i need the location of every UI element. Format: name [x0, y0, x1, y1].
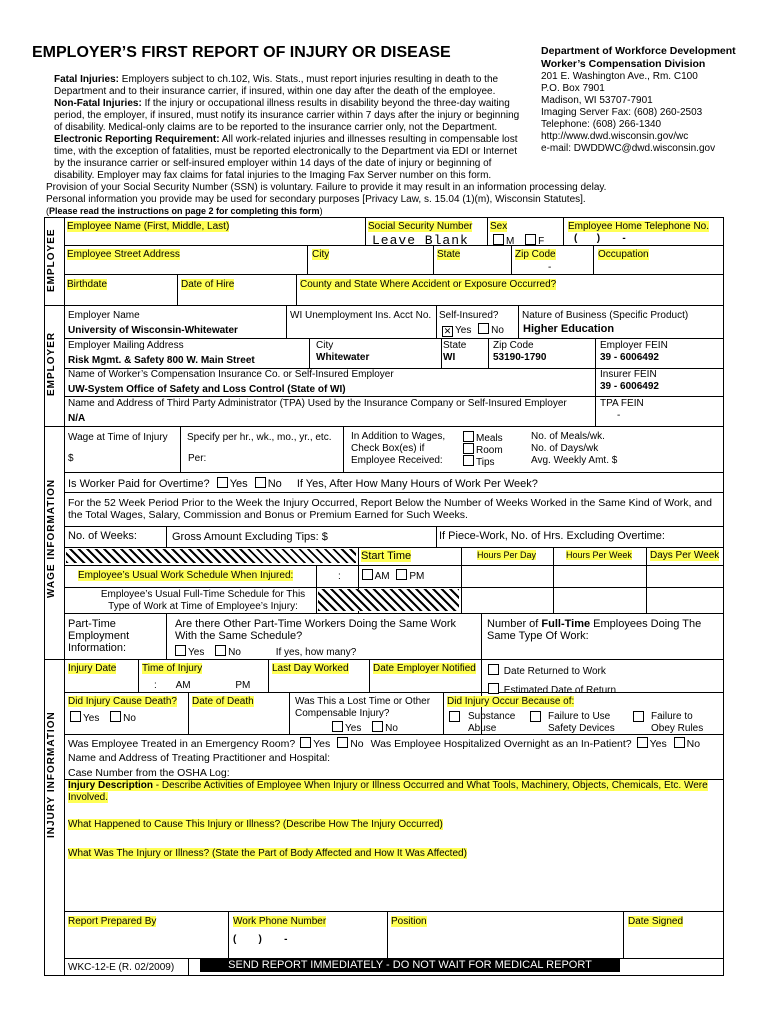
how-many-field[interactable]: If yes, how many? — [275, 647, 357, 658]
cause-death-options — [70, 711, 136, 724]
parttime-question: Are there Other Part-Time Workers Doing the Same Work With the Same Schedule? — [175, 618, 456, 642]
self-insured-no-label: No — [491, 325, 504, 336]
injury-section-label: INJURY INFORMATION — [46, 711, 57, 838]
nonfatal-injuries-text: If the injury or occupational illness results in disability beyond the three-day waiting period, the employer, if insured, must notify its insurance carrier within 7 days after the injury or beginning of disability. Medical-only claims are to be reported to the insurance carrier only, not the Department. — [54, 98, 520, 133]
date-returned-checkbox[interactable] — [488, 664, 499, 675]
electronic-reporting-label: Electronic Reporting Requirement: — [54, 134, 220, 145]
er-yes-checkbox[interactable] — [300, 737, 311, 748]
fulltime-schedule-label: Employee’s Usual Full-Time Schedule for This Type of Work at Time of Employee’s Injury: — [100, 589, 306, 612]
52-week-instruction: For the 52 Week Period Prior to the Week the Injury Occurred, Report Below the Number of Weeks Worked in the Same Kind of Work, and the Total Wages, Salary, Commission and Bonus or Premium Earned for Such Weeks. — [68, 497, 712, 521]
er-yes-label: Yes — [313, 738, 331, 750]
time-of-injury-field[interactable]: Time of Injury — [142, 663, 203, 674]
hatched-area — [318, 589, 459, 611]
page-title: EMPLOYER’S FIRST REPORT OF INJURY OR DISEASE — [32, 44, 451, 61]
insurer-name-value[interactable]: UW-System Office of Safety and Loss Control (State of WI) — [68, 384, 346, 395]
hours-per-day-header: Hours Per Day — [477, 550, 537, 560]
employer-zip-label: Zip Code — [493, 340, 534, 351]
time-pm[interactable]: PM — [235, 680, 251, 691]
parttime-yes-checkbox[interactable] — [175, 645, 186, 656]
est-return-label: Estimated Date of Return — [503, 685, 617, 696]
usual-am-checkbox[interactable] — [362, 569, 373, 580]
home-phone-value: ( ) - — [574, 233, 626, 244]
work-phone-field[interactable]: Work Phone Number — [233, 916, 327, 927]
time-am[interactable]: AM — [175, 680, 191, 691]
work-phone-value: ( ) - — [233, 934, 288, 945]
days-per-week-header: Days Per Week — [650, 550, 720, 561]
inpatient-yes-checkbox[interactable] — [637, 737, 648, 748]
form-number: WKC-12-E (R. 02/2009) — [68, 962, 175, 973]
er-question: Was Employee Treated in an Emergency Room? — [68, 738, 296, 750]
parttime-yes-label: Yes — [188, 647, 205, 658]
fulltime-no-post: Employees Doing The Same Type Of Work: — [487, 618, 702, 642]
sex-f-checkbox[interactable] — [525, 234, 536, 245]
sex-f-label: F — [538, 236, 545, 247]
failure-rules-checkbox[interactable] — [633, 711, 644, 722]
employee-name-field[interactable]: Employee Name (First, Middle, Last) — [67, 221, 230, 232]
last-day-worked-field[interactable]: Last Day Worked — [272, 663, 349, 674]
hours-per-week-header: Hours Per Week — [566, 550, 632, 560]
gross-amount-field[interactable]: Gross Amount Excluding Tips: $ — [172, 531, 328, 543]
dept-address-line: 201 E. Washington Ave., Rm. C100 — [541, 71, 698, 82]
sex-m-checkbox[interactable] — [493, 234, 504, 245]
self-insured-yes-checkbox[interactable]: ✕ — [443, 326, 452, 336]
county-state-field[interactable]: County and State Where Accident or Exposure Occurred? — [300, 279, 557, 290]
substance-checkbox[interactable] — [449, 711, 460, 722]
date-signed-field[interactable]: Date Signed — [628, 916, 684, 927]
tpa-fein-dash: - — [617, 410, 621, 421]
dept-email[interactable]: e-mail: DWDDWC@dwd.wisconsin.gov — [541, 143, 716, 154]
usual-pm-label: PM — [409, 571, 425, 582]
time-of-injury-values — [154, 680, 250, 691]
injury-description-text: - Describe Activities of Employee When Injury or Illness Occurred and What Tools, Machinery, Objects, Chemicals, Etc. Were Involved. — [68, 780, 708, 803]
failure-devices-label: Failure to Use Safety Devices — [548, 711, 615, 734]
employer-state-value[interactable]: WI — [443, 352, 456, 363]
wage-dollar[interactable]: $ — [68, 453, 74, 464]
dept-name: Department of Workforce Development — [541, 45, 736, 57]
employer-zip-value[interactable]: 53190-1790 — [493, 352, 547, 363]
privacy-ssn-notice: Provision of your Social Security Number (SSN) is voluntary. Failure to provide it may result in an information processing delay. — [46, 182, 607, 193]
overtime-row — [68, 477, 538, 490]
overtime-no-checkbox[interactable] — [255, 477, 266, 488]
room-checkbox[interactable] — [463, 443, 474, 454]
lost-time-options — [332, 721, 398, 734]
nature-of-business-value[interactable]: Higher Education — [523, 323, 615, 335]
birthdate-field[interactable]: Birthdate — [67, 279, 108, 290]
self-insured-label: Self-Insured? — [439, 310, 499, 321]
inpatient-no-checkbox[interactable] — [674, 737, 685, 748]
usual-schedule-label: Employee’s Usual Work Schedule When Injured: — [78, 570, 294, 581]
failure-devices-option — [530, 711, 543, 724]
death-yes-checkbox[interactable] — [70, 711, 81, 722]
usual-schedule-colon[interactable]: : — [338, 571, 341, 582]
self-insured-options — [442, 323, 504, 337]
self-insured-yes-label: Yes — [455, 325, 472, 336]
employee-zip-field[interactable]: Zip Code — [515, 249, 556, 260]
electronic-reporting-paragraph — [54, 134, 526, 182]
overtime-no-label: No — [267, 478, 282, 490]
hatched-area — [66, 549, 356, 563]
send-report-banner: SEND REPORT IMMEDIATELY - DO NOT WAIT FOR MEDICAL REPORT — [200, 958, 620, 972]
osha-case-field[interactable]: Case Number from the OSHA Log: — [68, 767, 230, 779]
er-no-checkbox[interactable] — [337, 737, 348, 748]
days-per-week-field[interactable]: No. of Days/wk — [531, 443, 599, 454]
injury-date-field[interactable]: Injury Date — [68, 663, 117, 674]
fulltime-no-bold: Full-Time — [541, 618, 591, 630]
avg-weekly-amount-field[interactable]: Avg. Weekly Amt. $ — [531, 455, 618, 466]
practitioner-field[interactable]: Name and Address of Treating Practitioner and Hospital: — [68, 752, 331, 764]
nonfatal-injuries-label: Non-Fatal Injuries: — [54, 98, 142, 109]
overtime-question: Is Worker Paid for Overtime? — [68, 478, 210, 490]
death-yes-label: Yes — [83, 713, 100, 724]
dept-telephone: Telephone: (608) 266-1340 — [541, 119, 662, 130]
employee-state-field[interactable]: State — [437, 249, 461, 260]
nonfatal-injuries-paragraph — [54, 98, 526, 134]
dept-address-line: Madison, WI 53707-7901 — [541, 95, 653, 106]
fatal-injuries-label: Fatal Injuries: — [54, 74, 120, 85]
meals-per-week-field[interactable]: No. of Meals/wk. — [531, 431, 605, 442]
dept-website[interactable]: http://www.dwd.wisconsin.gov/wc — [541, 131, 689, 142]
treatment-row — [68, 737, 700, 750]
mailing-address-value[interactable]: Risk Mgmt. & Safety 800 W. Main Street — [68, 355, 255, 366]
fatal-injuries-text: Employers subject to ch.102, Wis. Stats., must report injuries resulting in death to the Department and to their insurance carrier, if insured, within one day after the death of the employee. — [54, 74, 499, 97]
lost-time-question: Was This a Lost Time or Other Compensable Injury? — [295, 696, 431, 719]
lost-time-no-checkbox[interactable] — [372, 721, 383, 732]
overtime-yes-checkbox[interactable] — [217, 477, 228, 488]
insurer-fein-label: Insurer FEIN — [600, 369, 657, 380]
sex-m-label: M — [506, 236, 515, 247]
insurer-fein-value[interactable]: 39 - 6006492 — [600, 381, 659, 392]
what-happened-field[interactable]: What Happened to Cause This Injury or Illness? (Describe How The Injury Occurred) — [68, 819, 443, 830]
est-return-checkbox[interactable] — [488, 683, 499, 694]
inpatient-question: Was Employee Hospitalized Overnight as an In-Patient? — [370, 738, 632, 750]
sex-field: Sex — [490, 221, 508, 232]
employee-section-label: EMPLOYEE — [46, 228, 57, 292]
electronic-reporting-text: All work-related injuries and illnesses resulting in compensable lost time, with the exception of fatalities, must be reported electronically to the Department via EDI or Internet by the insurance carrier or self-insured employer within 14 days of the date of injury or beginning of disability. Employer may fax claims for fatal injuries to the Imaging Fax Server number on this form. — [54, 134, 518, 181]
date-returned-option — [488, 664, 606, 677]
date-of-hire-field[interactable]: Date of Hire — [181, 279, 235, 290]
fatal-injuries-paragraph — [54, 74, 526, 98]
inpatient-yes-label: Yes — [649, 738, 667, 750]
zip-dash: - — [548, 262, 552, 273]
overtime-yes-label: Yes — [229, 478, 248, 490]
substance-option — [449, 711, 462, 724]
lost-time-yes-label: Yes — [345, 723, 362, 734]
position-field[interactable]: Position — [391, 916, 427, 927]
employer-section-label: EMPLOYER — [46, 331, 57, 396]
wage-section-label: WAGE INFORMATION — [46, 478, 57, 598]
start-time-header: Start Time — [361, 550, 412, 562]
tips-label: Tips — [476, 457, 495, 468]
wage-specify-label: Specify per hr., wk., mo., yr., etc. — [187, 432, 332, 443]
sex-options — [493, 234, 544, 247]
employer-city-label: City — [316, 340, 334, 351]
tpa-fein-label: TPA FEIN — [600, 398, 644, 409]
date-of-death-field[interactable]: Date of Death — [192, 696, 254, 707]
fulltime-no-pre: Number of — [487, 618, 542, 630]
employer-fein-value[interactable]: 39 - 6006492 — [600, 352, 659, 363]
home-phone-field[interactable]: Employee Home Telephone No. — [568, 221, 710, 232]
failure-devices-checkbox[interactable] — [530, 711, 541, 722]
wage-per-label[interactable]: Per: — [188, 453, 207, 464]
because-of-label: Did Injury Occur Because of: — [447, 696, 575, 707]
occupation-field[interactable]: Occupation — [598, 249, 649, 260]
er-no-label: No — [350, 738, 364, 750]
dept-fax: Imaging Server Fax: (608) 260-2503 — [541, 107, 703, 118]
parttime-no-checkbox[interactable] — [215, 645, 226, 656]
meals-label: Meals — [476, 433, 503, 444]
employee-city-field[interactable]: City — [312, 249, 330, 260]
ui-acct-label[interactable]: WI Unemployment Ins. Acct No. — [290, 310, 432, 321]
meals-checkbox[interactable] — [463, 431, 474, 442]
ssn-field[interactable]: Social Security Number — [368, 221, 473, 232]
privacy-law-notice: Personal information you provide may be used for secondary purposes [Privacy Law, s. 15.04 (1)(m), Wisconsin Statutes]. — [46, 194, 586, 205]
number-of-weeks-field[interactable]: No. of Weeks: — [68, 530, 137, 542]
date-notified-field[interactable]: Date Employer Notified — [373, 663, 476, 674]
mailing-address-label: Employer Mailing Address — [68, 340, 184, 351]
death-no-label: No — [123, 713, 136, 724]
employer-name-value[interactable]: University of Wisconsin-Whitewater — [68, 325, 238, 336]
room-label: Room — [476, 445, 503, 456]
lost-time-yes-checkbox[interactable] — [332, 721, 343, 732]
employer-name-label: Employer Name — [68, 310, 140, 321]
employer-fein-label: Employer FEIN — [600, 340, 668, 351]
est-return-option — [488, 683, 616, 696]
street-address-field[interactable]: Employee Street Address — [67, 249, 180, 260]
parttime-options — [175, 645, 356, 658]
injury-description-field[interactable] — [68, 780, 720, 804]
parttime-no-label: No — [228, 647, 241, 658]
parttime-label: Part-Time Employment Information: — [68, 618, 130, 654]
insurer-name-label: Name of Worker’s Compensation Insurance Co. or Self-Insured Employer — [68, 369, 394, 380]
ssn-value: Leave Blank — [372, 233, 469, 248]
tpa-value[interactable]: N/A — [68, 413, 86, 424]
tips-checkbox[interactable] — [463, 455, 474, 466]
piece-work-field[interactable]: If Piece-Work, No. of Hrs. Excluding Overtime: — [439, 530, 665, 542]
report-prepared-by-field[interactable]: Report Prepared By — [68, 916, 157, 927]
injury-description-label: Injury Description — [68, 780, 154, 791]
wage-at-injury-label: Wage at Time of Injury — [68, 432, 168, 443]
substance-label: Substance Abuse — [468, 711, 516, 734]
in-addition-label: In Addition to Wages, Check Box(es) if Employee Received: — [351, 431, 446, 466]
usual-pm-checkbox[interactable] — [396, 569, 407, 580]
nature-of-business-label: Nature of Business (Specific Product) — [522, 310, 689, 321]
fulltime-employees-field[interactable] — [487, 618, 717, 642]
tips-option — [463, 455, 495, 468]
time-colon[interactable]: : — [154, 680, 157, 691]
dept-address-line: P.O. Box 7901 — [541, 83, 605, 94]
usual-am-label: AM — [374, 571, 390, 582]
usual-schedule-time — [338, 569, 424, 582]
employer-state-label: State — [443, 340, 467, 351]
instructions-note: (Please read the instructions on page 2 for completing this form) — [46, 206, 323, 216]
lost-time-no-label: No — [385, 723, 398, 734]
failure-rules-option — [633, 711, 646, 724]
what-injury-field[interactable]: What Was The Injury or Illness? (State the Part of Body Affected and How It Was Affected) — [68, 848, 467, 859]
cause-death-label: Did Injury Cause Death? — [68, 696, 177, 707]
employer-city-value[interactable]: Whitewater — [316, 352, 370, 363]
self-insured-no-checkbox[interactable] — [478, 323, 489, 334]
instructions-text: Please read the instructions on page 2 for completing this form — [49, 206, 320, 216]
overtime-hours-label[interactable]: If Yes, After How Many Hours of Work Per Week? — [296, 478, 538, 490]
failure-rules-label: Failure to Obey Rules — [651, 711, 704, 734]
date-returned-label: Date Returned to Work — [503, 666, 606, 677]
tpa-label: Name and Address of Third Party Administrator (TPA) Used by the Insurance Company or Self-Insured Employer — [68, 398, 567, 409]
division-name: Worker’s Compensation Division — [541, 58, 706, 70]
inpatient-no-label: No — [686, 738, 701, 750]
death-no-checkbox[interactable] — [110, 711, 121, 722]
